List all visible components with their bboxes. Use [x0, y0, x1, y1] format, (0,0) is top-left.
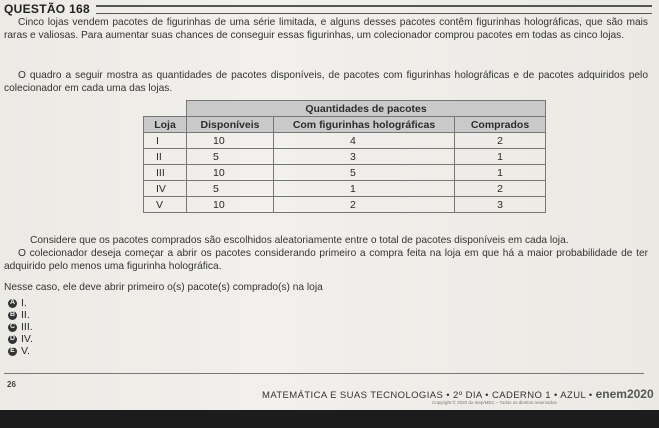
- enem-logo: enem2020: [595, 387, 654, 401]
- cell-holograficas: 4: [274, 133, 455, 149]
- header-holograficas: Com figurinhas holográficas: [274, 117, 455, 133]
- header-rule: [96, 5, 652, 14]
- table-row: [144, 181, 546, 197]
- page-number: 26: [7, 380, 16, 389]
- cell-loja: V: [144, 197, 187, 213]
- cell-disponiveis: 5: [187, 181, 274, 197]
- option-letter-icon: D: [9, 335, 16, 342]
- paragraph-collector: O colecionador deseja começar a abrir os pacotes considerando primeiro a compra feita na loja em que há a maior probabilidade de ter adquirido pelo menos uma figurinha holográfica.: [4, 248, 648, 272]
- option-text: II.: [21, 309, 30, 321]
- option-text: III.: [21, 321, 33, 333]
- cell-disponiveis: 10: [187, 133, 274, 149]
- option-letter-icon: A: [9, 299, 16, 306]
- cell-disponiveis: 5: [187, 149, 274, 165]
- option-b[interactable]: [8, 309, 33, 321]
- table-empty-cell: [144, 101, 187, 117]
- option-letter-icon: E: [8, 347, 17, 356]
- option-c[interactable]: [8, 321, 33, 333]
- copyright-note: Copyright © 2020 do Inep/MEC – Todos os direitos reservados: [432, 400, 557, 405]
- table-header-row: [144, 117, 546, 133]
- cell-disponiveis: 10: [187, 165, 274, 181]
- option-letter-icon: B: [9, 311, 16, 318]
- option-e[interactable]: [8, 345, 33, 357]
- option-letter-icon: C: [9, 323, 16, 330]
- packages-table: [143, 100, 546, 213]
- header-disponiveis: Disponíveis: [187, 117, 274, 133]
- header-loja: Loja: [144, 117, 187, 133]
- paragraph-consider: Considere que os pacotes comprados são escolhidos aleatoriamente entre o total de pacotes disponíveis em cada loja.: [30, 235, 569, 246]
- header-comprados: Comprados: [455, 117, 546, 133]
- cell-comprados: 2: [455, 181, 546, 197]
- table-row: [144, 197, 546, 213]
- table-group-header: Quantidades de pacotes: [187, 101, 546, 117]
- cell-loja: II: [144, 149, 187, 165]
- question-header: [4, 2, 652, 16]
- paragraph-table-description: O quadro a seguir mostra as quantidades de pacotes disponíveis, de pacotes com figurinhas holográficas e de pacotes adquiridos pelo colecionador em cada uma das lojas.: [4, 70, 648, 94]
- option-d[interactable]: [8, 333, 33, 345]
- option-text: I.: [21, 297, 27, 309]
- paragraph-prompt: Nesse caso, ele deve abrir primeiro o(s) pacote(s) comprado(s) na loja: [4, 282, 323, 293]
- table-row: [144, 133, 546, 149]
- cell-loja: IV: [144, 181, 187, 197]
- footer-rule: [4, 373, 644, 374]
- footer: [262, 387, 654, 401]
- cell-holograficas: 5: [274, 165, 455, 181]
- table-group-header-row: [144, 101, 546, 117]
- cell-comprados: 3: [455, 197, 546, 213]
- cell-comprados: 2: [455, 133, 546, 149]
- cell-holograficas: 3: [274, 149, 455, 165]
- cell-holograficas: 2: [274, 197, 455, 213]
- option-text: V.: [21, 345, 30, 357]
- footer-text: MATEMÁTICA E SUAS TECNOLOGIAS • 2º DIA • CADERNO 1 • AZUL •: [262, 390, 593, 401]
- cell-holograficas: 1: [274, 181, 455, 197]
- cell-loja: I: [144, 133, 187, 149]
- cell-comprados: 1: [455, 165, 546, 181]
- option-text: IV.: [21, 333, 33, 345]
- table-row: [144, 165, 546, 181]
- cell-loja: III: [144, 165, 187, 181]
- question-title: QUESTÃO 168: [4, 2, 90, 16]
- paragraph-intro: Cinco lojas vendem pacotes de figurinhas de uma série limitada, e alguns desses pacotes contêm figurinhas holográficas, que são mais raras e valiosas. Para aumentar suas chances de conseguir essas figurinhas, um colecionador comprou pacotes em todas as cinco lojas.: [4, 17, 648, 41]
- scan-edge: [0, 410, 659, 428]
- cell-comprados: 1: [455, 149, 546, 165]
- table-row: [144, 149, 546, 165]
- answer-options: [8, 297, 33, 357]
- cell-disponiveis: 10: [187, 197, 274, 213]
- option-a[interactable]: [8, 297, 33, 309]
